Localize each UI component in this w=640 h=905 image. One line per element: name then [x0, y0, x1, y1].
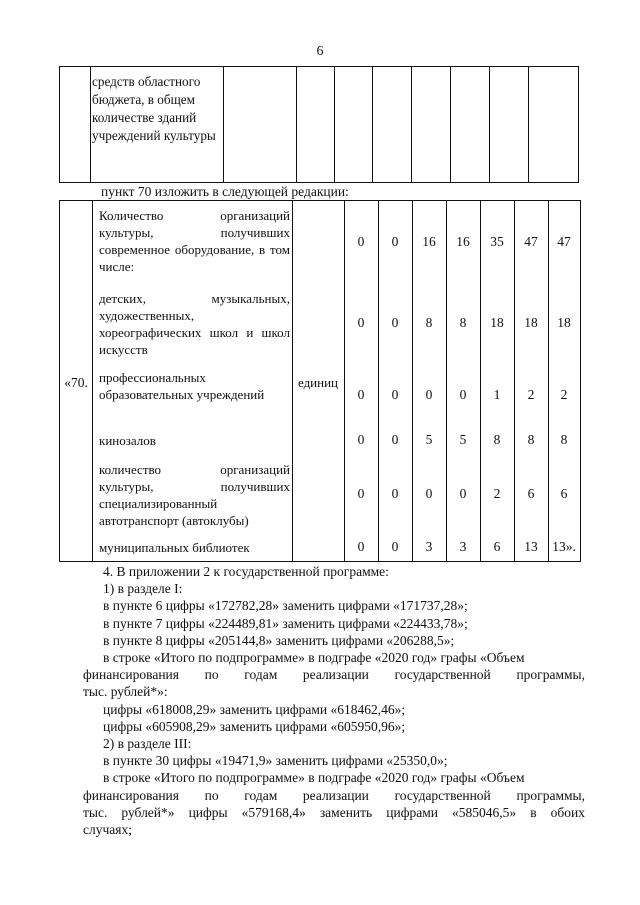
- value-cell: 0: [391, 432, 399, 447]
- column-divider: [411, 67, 412, 182]
- value-cell: 8: [459, 315, 467, 330]
- value-cell: 16: [422, 234, 436, 249]
- paragraph: 4. В приложении 2 к государственной программе:: [103, 564, 389, 579]
- column-divider: [90, 67, 91, 182]
- value-cell: 8: [425, 315, 433, 330]
- paragraph: цифры «618008,29» заменить цифрами «618462,46»;: [103, 701, 406, 717]
- paragraph-line: в строке «Итого по подпрограмме» в подграфе «2020 год» графы «Объем: [103, 770, 525, 786]
- column-divider: [489, 67, 490, 182]
- value-cell: 0: [391, 315, 399, 330]
- column-divider: [480, 201, 481, 561]
- column-divider: [92, 201, 93, 561]
- value-cell: 0: [391, 234, 399, 249]
- value-cell: 0: [391, 387, 399, 402]
- value-cell: 0: [425, 387, 433, 402]
- value-cell: 0: [357, 315, 365, 330]
- row-name: кинозалов: [99, 433, 156, 448]
- value-cell: 2: [527, 387, 535, 402]
- indicator-table: [59, 200, 581, 562]
- row-name: Количество организаций культуры, получивших современное оборудование, в том числе:: [99, 208, 290, 274]
- value-cell: 18: [490, 315, 504, 330]
- value-cell: 2: [493, 486, 501, 501]
- value-cell: 16: [456, 234, 470, 249]
- instruction-note: пункт 70 изложить в следующей редакции:: [101, 184, 349, 199]
- paragraph: 2) в разделе III:: [103, 736, 192, 752]
- column-divider: [334, 67, 335, 182]
- indicator-name: средств областного бюджета, в общем количестве зданий учреждений культуры: [92, 74, 216, 143]
- value-cell: 0: [425, 486, 433, 501]
- column-divider: [344, 201, 345, 561]
- value-cell: 6: [527, 486, 535, 501]
- value-cell: 3: [425, 539, 433, 554]
- column-divider: [450, 67, 451, 182]
- value-cell: 0: [357, 234, 365, 249]
- column-divider: [372, 67, 373, 182]
- value-cell: 5: [459, 432, 467, 447]
- value-cell: 0: [391, 539, 399, 554]
- value-cell: 18: [557, 315, 571, 330]
- paragraph: в пункте 8 цифры «205144,8» заменить цифрами «206288,5»;: [103, 632, 455, 648]
- paragraph-line: финансирования по годам реализации государственной программы,: [83, 667, 585, 683]
- row-name: детских, музыкальных, художественных, хореографических школ и школ искусств: [99, 291, 290, 357]
- value-cell: 0: [357, 539, 365, 554]
- value-cell: 8: [493, 432, 501, 447]
- value-cell: 0: [357, 486, 365, 501]
- value-cell: 0: [459, 486, 467, 501]
- value-cell: 6: [493, 539, 501, 554]
- paragraph: цифры «605908,29» заменить цифрами «605950,96»;: [103, 718, 406, 734]
- value-cell: 8: [527, 432, 535, 447]
- value-cell: 2: [560, 387, 568, 402]
- value-cell: 0: [357, 387, 365, 402]
- top-table-fragment: [59, 66, 579, 183]
- column-divider: [528, 67, 529, 182]
- value-cell: 0: [459, 387, 467, 402]
- paragraph: в пункте 30 цифры «19471,9» заменить цифрами «25350,0»;: [103, 753, 448, 769]
- paragraph-line: тыс. рублей*»:: [83, 684, 168, 700]
- value-cell: 6: [560, 486, 568, 501]
- paragraph: в пункте 6 цифры «172782,28» заменить цифрами «171737,28»;: [103, 598, 468, 614]
- paragraph: в пункте 7 цифры «224489,81» заменить цифрами «224433,78»;: [103, 615, 468, 631]
- paragraph-line: финансирования по годам реализации государственной программы,: [83, 787, 585, 803]
- row-name: количество организаций культуры, получивших специализированный автотранспорт (автоклубы): [99, 462, 290, 528]
- value-cell: 13: [524, 539, 538, 554]
- column-divider: [378, 201, 379, 561]
- column-divider: [412, 201, 413, 561]
- row-name: профессиональных образовательных учреждений: [99, 370, 265, 402]
- column-divider: [514, 201, 515, 561]
- column-divider: [223, 67, 224, 182]
- paragraph: 1) в разделе I:: [103, 581, 183, 597]
- column-divider: [548, 201, 549, 561]
- value-cell: 35: [490, 234, 504, 249]
- paragraph-line: тыс. рублей*» цифры «579168,4» заменить цифрами «585046,5» в обоих: [83, 804, 585, 820]
- value-cell: 1: [493, 387, 501, 402]
- column-divider: [446, 201, 447, 561]
- row-number: «70.: [64, 375, 88, 390]
- value-cell: 0: [391, 486, 399, 501]
- column-divider: [296, 67, 297, 182]
- value-cell: 8: [560, 432, 568, 447]
- paragraph-line: в строке «Итого по подпрограмме» в подграфе «2020 год» графы «Объем: [103, 650, 525, 666]
- page-number: 6: [316, 44, 324, 59]
- value-cell: 18: [524, 315, 538, 330]
- paragraph-line: случаях;: [83, 822, 132, 838]
- value-cell: 3: [459, 539, 467, 554]
- value-cell: 5: [425, 432, 433, 447]
- value-cell: 47: [524, 234, 538, 249]
- value-cell: 47: [557, 234, 571, 249]
- row-name: муниципальных библиотек: [99, 540, 250, 555]
- value-cell: 13».: [552, 539, 576, 554]
- document-body: [85, 563, 585, 838]
- unit-cell: единиц: [297, 375, 339, 390]
- value-cell: 0: [357, 432, 365, 447]
